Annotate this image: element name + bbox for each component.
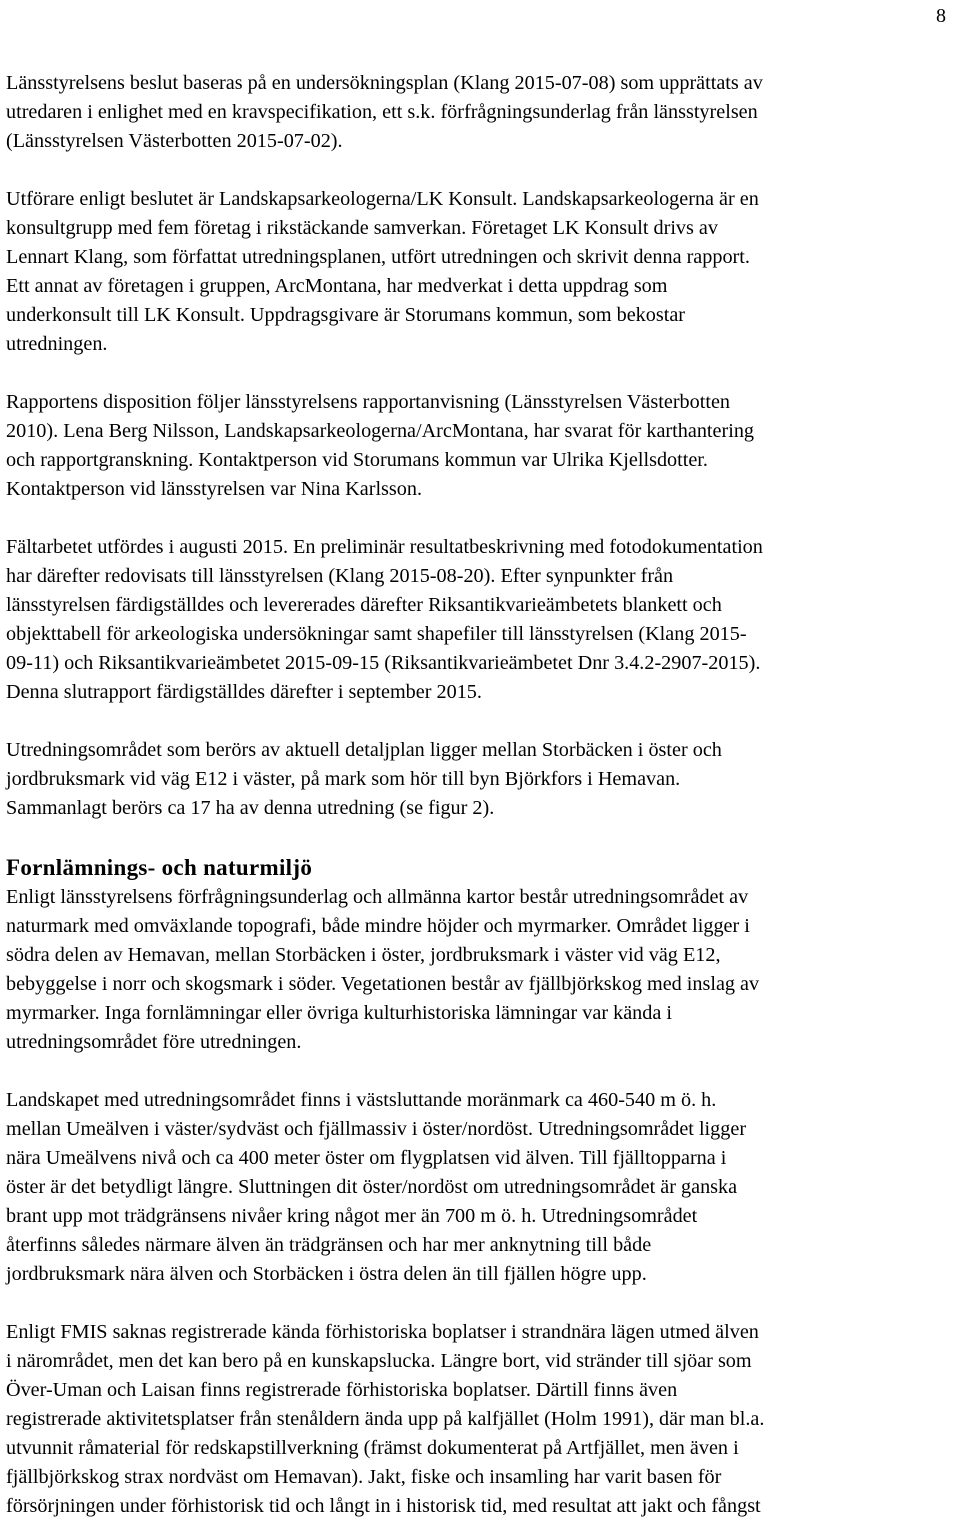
paragraph-utredningsomrade: Utredningsområdet som berörs av aktuell detaljplan ligger mellan Storbäcken i öster och jordbruksmark vid väg E12 i väster, på mark som hör till byn Björkfors i Hemavan. Sammanlagt berörs ca 17 ha av denna utredning (se figur 2).	[6, 739, 722, 819]
document-body	[6, 69, 952, 1521]
paragraph-utforare: Utförare enligt beslutet är Landskapsarkeologerna/LK Konsult. Landskapsarkeologerna är en konsultgrupp med fem företag i rikstäckande samverkan. Företaget LK Konsult drivs av Lennart Klang, som författat utredningsplanen, utfört utredningen och skrivit denna rapport. Ett annat av företagen i gruppen, ArcMontana, har medverkat i detta uppdrag som underkonsult till LK Konsult. Uppdragsgivare är Storumans kommun, som bekostar utredningen.	[6, 188, 759, 355]
paragraph-landskapet: Landskapet med utredningsområdet finns i västsluttande moränmark ca 460-540 m ö. h. mellan Umeälven i väster/sydväst och fjällmassiv i öster/nordöst. Utredningsområdet ligger nära Umeälvens nivå och ca 400 meter öster om flygplatsen vid älven. Till fjälltopparna i öster är det betydligt längre. Sluttningen dit öster/nordöst om utredningsområdet är ganska brant upp mot trädgränsens nivåer kring något mer än 700 m ö. h. Utredningsområdet återfinns således närmare älven än trädgränsen och har mer anknytning till både jordbruksmark nära älven och Storbäcken i östra delen än till fjällen högre upp.	[6, 1089, 747, 1285]
paragraph-beslut: Länsstyrelsens beslut baseras på en undersökningsplan (Klang 2015-07-08) som upprättats av utredaren i enlighet med en kravspecifikation, ett s.k. förfrågningsunderlag från länsstyrelsen (Länsstyrelsen Västerbotten 2015-07-02).	[6, 72, 763, 152]
paragraph-disposition: Rapportens disposition följer länsstyrelsens rapportanvisning (Länsstyrelsen Västerbotten 2010). Lena Berg Nilsson, Landskapsarkeologerna/ArcMontana, har svarat för karthantering och rapportgranskning. Kontaktperson vid Storumans kommun var Ulrika Kjellsdotter. Kontaktperson vid länsstyrelsen var Nina Karlsson.	[6, 391, 755, 500]
section-heading: Fornlämnings- och naturmiljö	[6, 855, 313, 880]
paragraph-forfragningsunderlag: Enligt länsstyrelsens förfrågningsunderlag och allmänna kartor består utredningsområdet av naturmark med omväxlande topografi, både mindre höjder och myrmarker. Området ligger i södra delen av Hemavan, mellan Storbäcken i öster, jordbruksmark i väster vid väg E12, bebyggelse i norr och skogsmark i söder. Vegetationen består av fjällbjörkskog med inslag av myrmarker. Inga fornlämningar eller övriga kulturhistoriska lämningar var kända i utredningsområdet före utredningen.	[6, 886, 760, 1053]
paragraph-fmis: Enligt FMIS saknas registrerade kända förhistoriska boplatser i strandnära lägen utmed älven i närområdet, men det kan bero på en kunskapslucka. Längre bort, vid stränder till sjöar som Över-Uman och Laisan finns registrerade förhistoriska boplatser. Därtill finns även registrerade aktivitetsplatser från stenåldern ända upp på kalfjället (Holm 1991), där man bl.a. utvunnit råmaterial för redskapstillverkning (främst dokumenterat på Artfjället, men även i fjällbjörkskog strax nordväst om Hemavan). Jakt, fiske och insamling har varit basen för försörjningen under förhistorisk tid och långt in i historisk tid, med resultat att jakt och fångst	[6, 1321, 765, 1517]
page-number: 8	[936, 5, 946, 27]
paragraph-faltarbete: Fältarbetet utfördes i augusti 2015. En preliminär resultatbeskrivning med fotodokumentation har därefter redovisats till länsstyrelsen (Klang 2015-08-20). Efter synpunkter från länsstyrelsen färdigställdes och levererades därefter Riksantikvarieämbetets blankett och objekttabell för arkeologiska undersökningar samt shapefiler till länsstyrelsen (Klang 2015- 09-11) och Riksantikvarieämbetet 2015-09-15 (Riksantikvarieämbetet Dnr 3.4.2-2907-2015). Denna slutrapport färdigställdes därefter i september 2015.	[6, 536, 763, 703]
